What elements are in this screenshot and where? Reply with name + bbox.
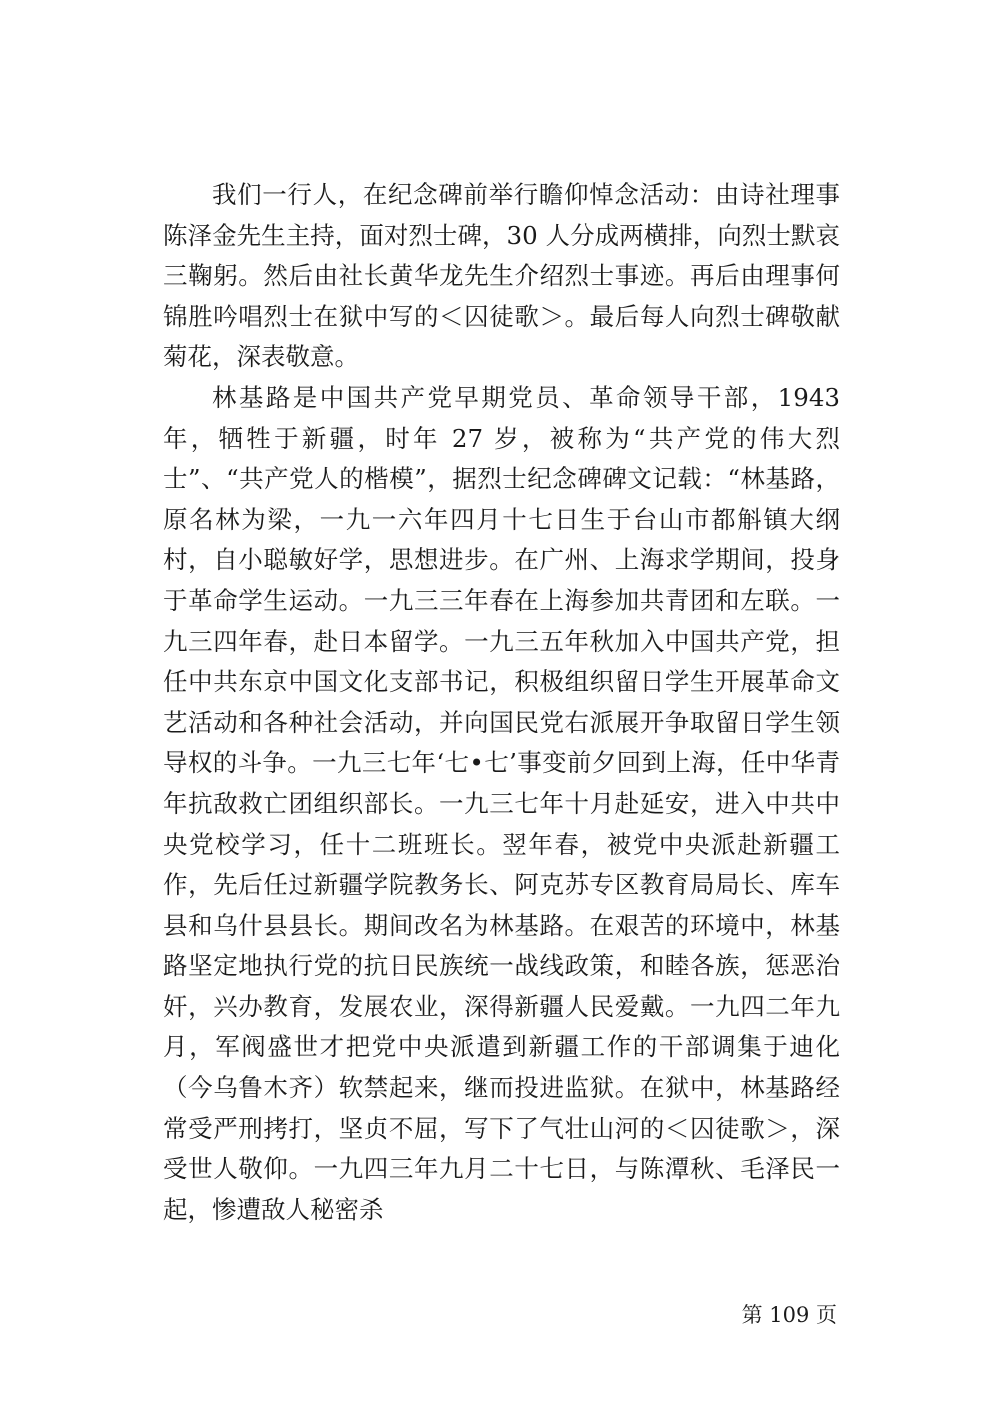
paragraph-lin-jilu-biography: 林基路是中国共产党早期党员、革命领导干部，1943 年，牺牲于新疆，时年 27 岁，被称为“共产党的伟大烈士”、“共产党人的楷模”，据烈士纪念碑碑文记载：“林基路，原名林为梁，一九一六年四月十七日生于台山市都斛镇大纲村，自小聪敏好学，思想进步。在广州、上海求学期间，投身于革命学生运动。一九三三年春在上海参加共青团和左联。一九三四年春，赴日本留学。一九三五年秋加入中国共产党，担任中共东京中国文化支部书记，积极组织留日学生开展革命文艺活动和各种社会活动，并向国民党右派展开争取留日学生领导权的斗争。一九三七年‘七•七’事变前夕回到上海，任中华青年抗敌救亡团组织部长。一九三七年十月赴延安，进入中共中央党校学习，任十二班班长。翌年春，被党中央派赴新疆工作，先后任过新疆学院教务长、阿克苏专区教育局局长、库车县和乌什县县长。期间改名为林基路。在艰苦的环境中，林基路坚定地执行党的抗日民族统一战线政策，和睦各族，惩恶治奸，兴办教育，发展农业，深得新疆人民爱戴。一九四二年九月，军阀盛世才把党中央派遣到新疆工作的干部调集于迪化（今乌鲁木齐）软禁起来，继而投进监狱。在狱中，林基路经常受严刑拷打，坚贞不屈，写下了气壮山河的＜囚徒歌＞，深受世人敬仰。一九四三年九月二十七日，与陈潭秋、毛泽民一起，惨遭敌人秘密杀 (163, 382, 840, 1224)
paragraph-memorial-activity: 我们一行人，在纪念碑前举行瞻仰悼念活动：由诗社理事陈泽金先生主持，面对烈士碑，30 人分成两横排，向烈士默哀三鞠躬。然后由社长黄华龙先生介绍烈士事迹。再后由理事何锦胜吟唱烈士在狱中写的＜囚徒歌＞。最后每人向烈士碑敬献菊花，深表敬意。 (163, 180, 840, 372)
body-text (163, 175, 840, 1230)
page-number: 第 109 页 (741, 1303, 837, 1327)
